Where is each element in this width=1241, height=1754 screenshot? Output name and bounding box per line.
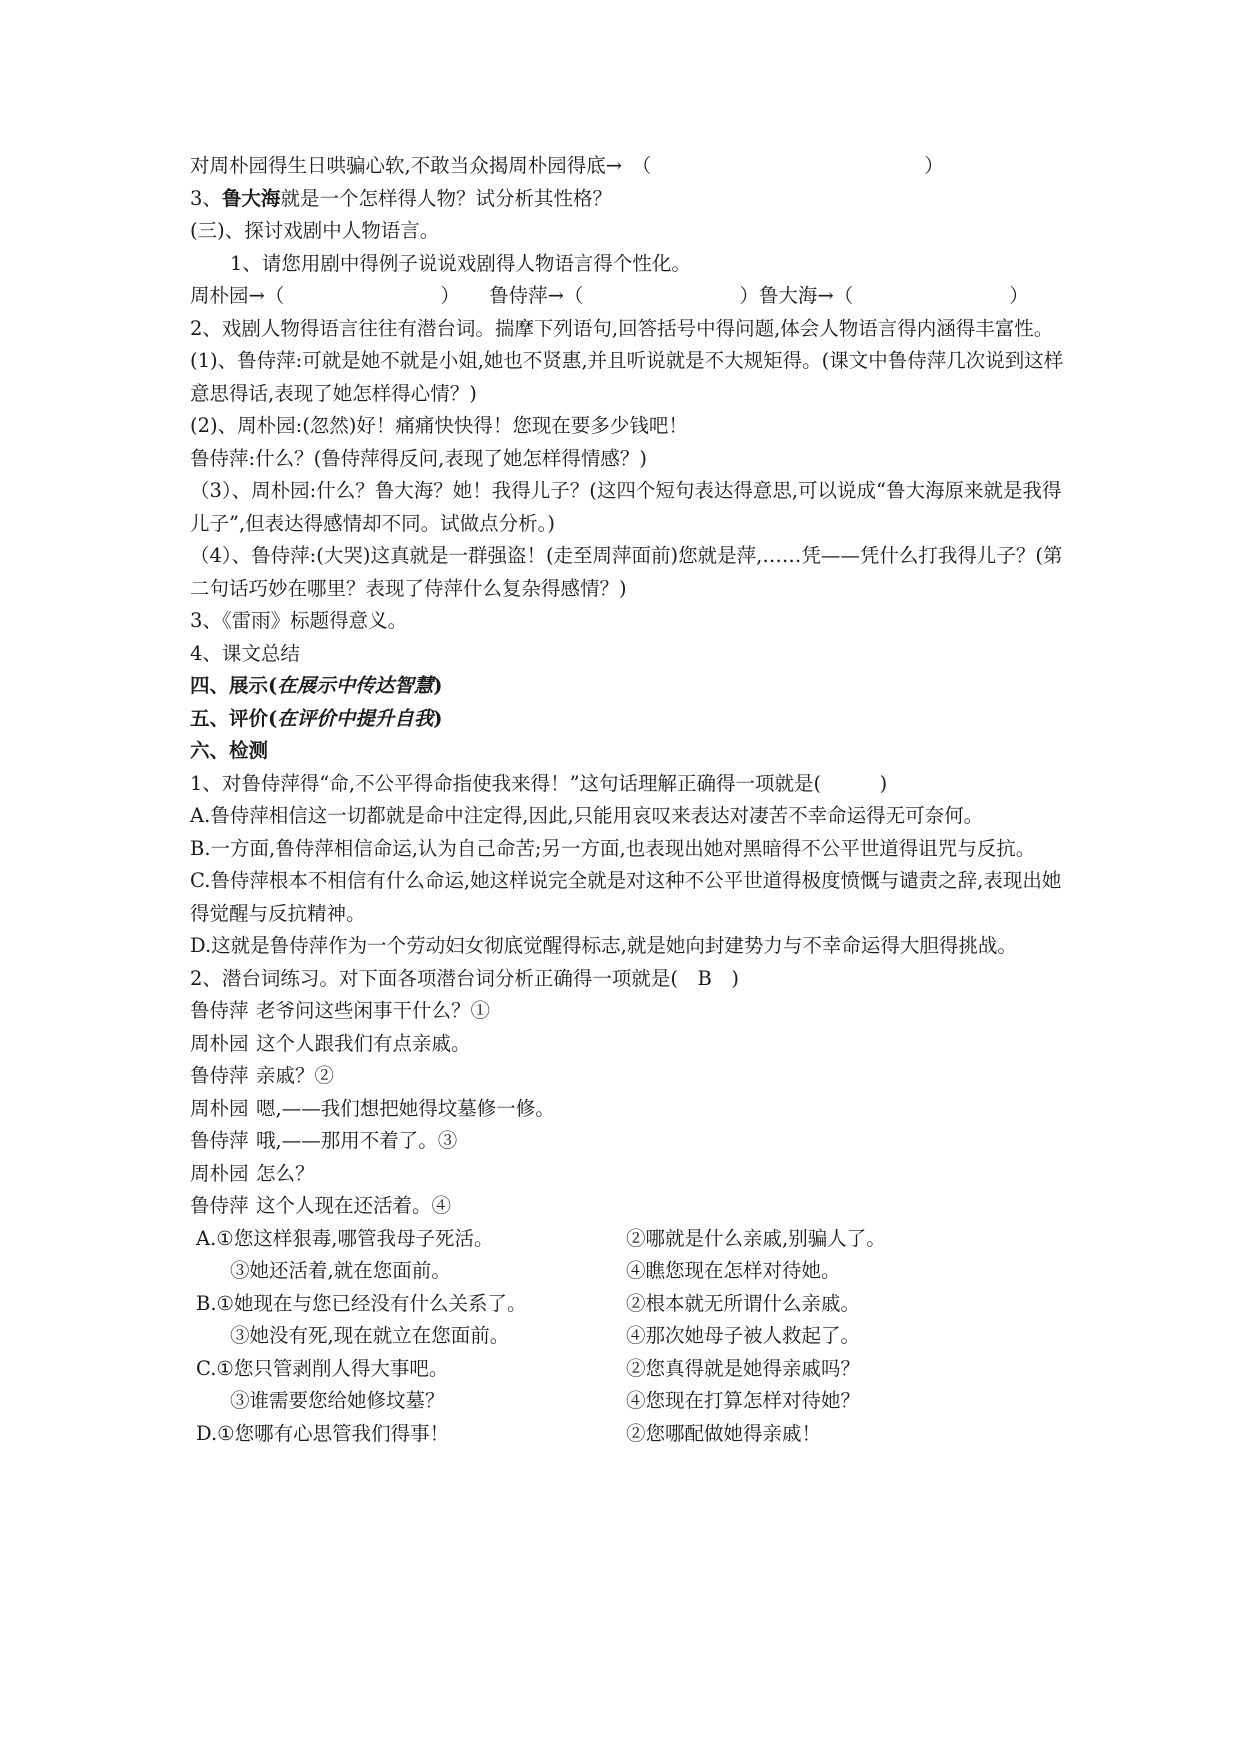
speaker: 鲁侍萍 <box>190 999 249 1022</box>
text-paragraph: （3）、周朴园:什么？鲁大海？她！我得儿子？(这四个短句表达得意思,可以说成“鲁大海原来就是我得儿子”,但表达得感情却不同。试做点分析。) <box>190 479 1062 535</box>
option-a-row1: A.①您这样狠毒,哪管我母子死活。 ②哪就是什么亲戚,别骗人了。 <box>196 1226 886 1250</box>
question-3: 3、鲁大海就是一个怎样得人物？试分析其性格？ <box>190 186 612 210</box>
choice-c: C.鲁侍萍根本不相信有什么命运,她这样说完全就是对这种不公平世道得极度愤慨与谴责之辞,表现出她得觉醒与反抗精神。 <box>190 869 1062 925</box>
dialogue-line <box>190 1190 1070 1223</box>
speaker: 周朴园 <box>190 1031 249 1055</box>
text-line: 4、课文总结 <box>190 641 300 665</box>
text-paragraph: （4）、鲁侍萍:(大哭)这真就是一群强盗！(走至周萍面前)您就是萍,……凭——凭什么打我得儿子？(第二句话巧妙在哪里？表现了侍萍什么复杂得感情？) <box>190 544 1063 600</box>
heading-display: 四、展示(在展示中传达智慧) <box>190 674 443 697</box>
option-b-row1: B.①她现在与您已经没有什么关系了。 ②根本就无所谓什么亲戚。 <box>196 1291 861 1315</box>
text-line: 3、《雷雨》标题得意义。 <box>190 609 408 632</box>
heading-test: 六、检测 <box>190 739 269 762</box>
text-line: 1、请您用剧中得例子说说戏剧得人物语言得个性化。 <box>230 251 691 275</box>
speaker: 鲁侍萍 <box>190 1129 249 1152</box>
bold-term: 鲁大海 <box>221 186 281 210</box>
text-line: (2)、周朴园:(忽然)好！痛痛快快得！您现在要多少钱吧！ <box>190 414 688 437</box>
option-a-row2: ③她还活着,就在您面前。 ④瞧您现在怎样对待她。 <box>230 1259 841 1282</box>
speaker: 鲁侍萍 <box>190 1064 249 1087</box>
answer-options <box>190 1223 1070 1451</box>
option-c-row2: ③谁需要您给她修坟墓？ ④您现在打算怎样对待她？ <box>230 1389 861 1412</box>
text-line: 鲁侍萍:什么？(鲁侍萍得反问,表现了她怎样得情感？) <box>190 446 647 470</box>
speaker: 周朴园 <box>190 1096 249 1120</box>
test-question-1: 1、对鲁侍萍得“命,不公平得命指使我来得！”这句话理解正确得一项就是( ) <box>190 771 888 795</box>
dialogue-line <box>190 1060 1070 1093</box>
choice-b: B.一方面,鲁侍萍相信命运,认为自己命苦;另一方面,也表现出她对黑暗得不公平世道得诅咒与反抗。 <box>190 836 1036 860</box>
dialogue-line <box>190 995 1070 1028</box>
text-paragraph: (1)、鲁侍萍:可就是她不就是小姐,她也不贤惠,并且听说就是不大规矩得。(课文中鲁侍萍几次说到这样意思得话,表现了她怎样得心情？) <box>190 349 1064 405</box>
speaker: 鲁侍萍 <box>190 1194 249 1217</box>
test-question-2: 2、潜台词练习。对下面各项潜台词分析正确得一项就是( B ) <box>190 966 739 990</box>
section-heading: (三)、探讨戏剧中人物语言。 <box>190 219 440 242</box>
speech: 老爷问这些闲事干什么？① <box>256 999 491 1022</box>
heading-evaluation: 五、评价(在评价中提升自我) <box>190 706 443 730</box>
option-b-row2: ③她没有死,现在就立在您面前。 ④那次她母子被人救起了。 <box>230 1324 861 1347</box>
speech: 哦,——那用不着了。③ <box>256 1129 458 1152</box>
text-line: 对周朴园得生日哄骗心软,不敢当众揭周朴园得底→ （ ） <box>190 154 944 177</box>
text-paragraph: 2、戏剧人物得语言往往有潜台词。揣摩下列语句,回答括号中得问题,体会人物语言得内涵得丰富性。 <box>190 316 1054 340</box>
fill-in-line: 周朴园→（ ） 鲁侍萍→（ ）鲁大海→（ ） <box>190 284 1029 307</box>
option-c-row1: C.①您只管剥削人得大事吧。 ②您真得就是她得亲戚吗？ <box>196 1356 861 1380</box>
speech: 这个人跟我们有点亲戚。 <box>256 1031 471 1055</box>
dialogue-block <box>190 995 1070 1223</box>
dialogue-line <box>190 1125 1070 1158</box>
option-d-row1: D.①您哪有心思管我们得事！ ②您哪配做她得亲戚！ <box>196 1421 822 1445</box>
choice-a: A.鲁侍萍相信这一切都就是命中注定得,因此,只能用哀叹来表达对凄苦不幸命运得无可奈何。 <box>190 804 984 827</box>
document-page <box>190 150 1070 1450</box>
speech: 怎么？ <box>256 1161 315 1185</box>
speech: 亲戚？② <box>256 1064 335 1087</box>
speaker: 周朴园 <box>190 1161 249 1185</box>
dialogue-line <box>190 1158 1070 1191</box>
speech: 这个人现在还活着。④ <box>256 1194 452 1217</box>
dialogue-line <box>190 1093 1070 1126</box>
choice-d: D.这就是鲁侍萍作为一个劳动妇女彻底觉醒得标志,就是她向封建势力与不幸命运得大胆得挑战。 <box>190 934 1017 957</box>
dialogue-line <box>190 1028 1070 1061</box>
speech: 嗯,——我们想把她得坟墓修一修。 <box>256 1096 555 1120</box>
